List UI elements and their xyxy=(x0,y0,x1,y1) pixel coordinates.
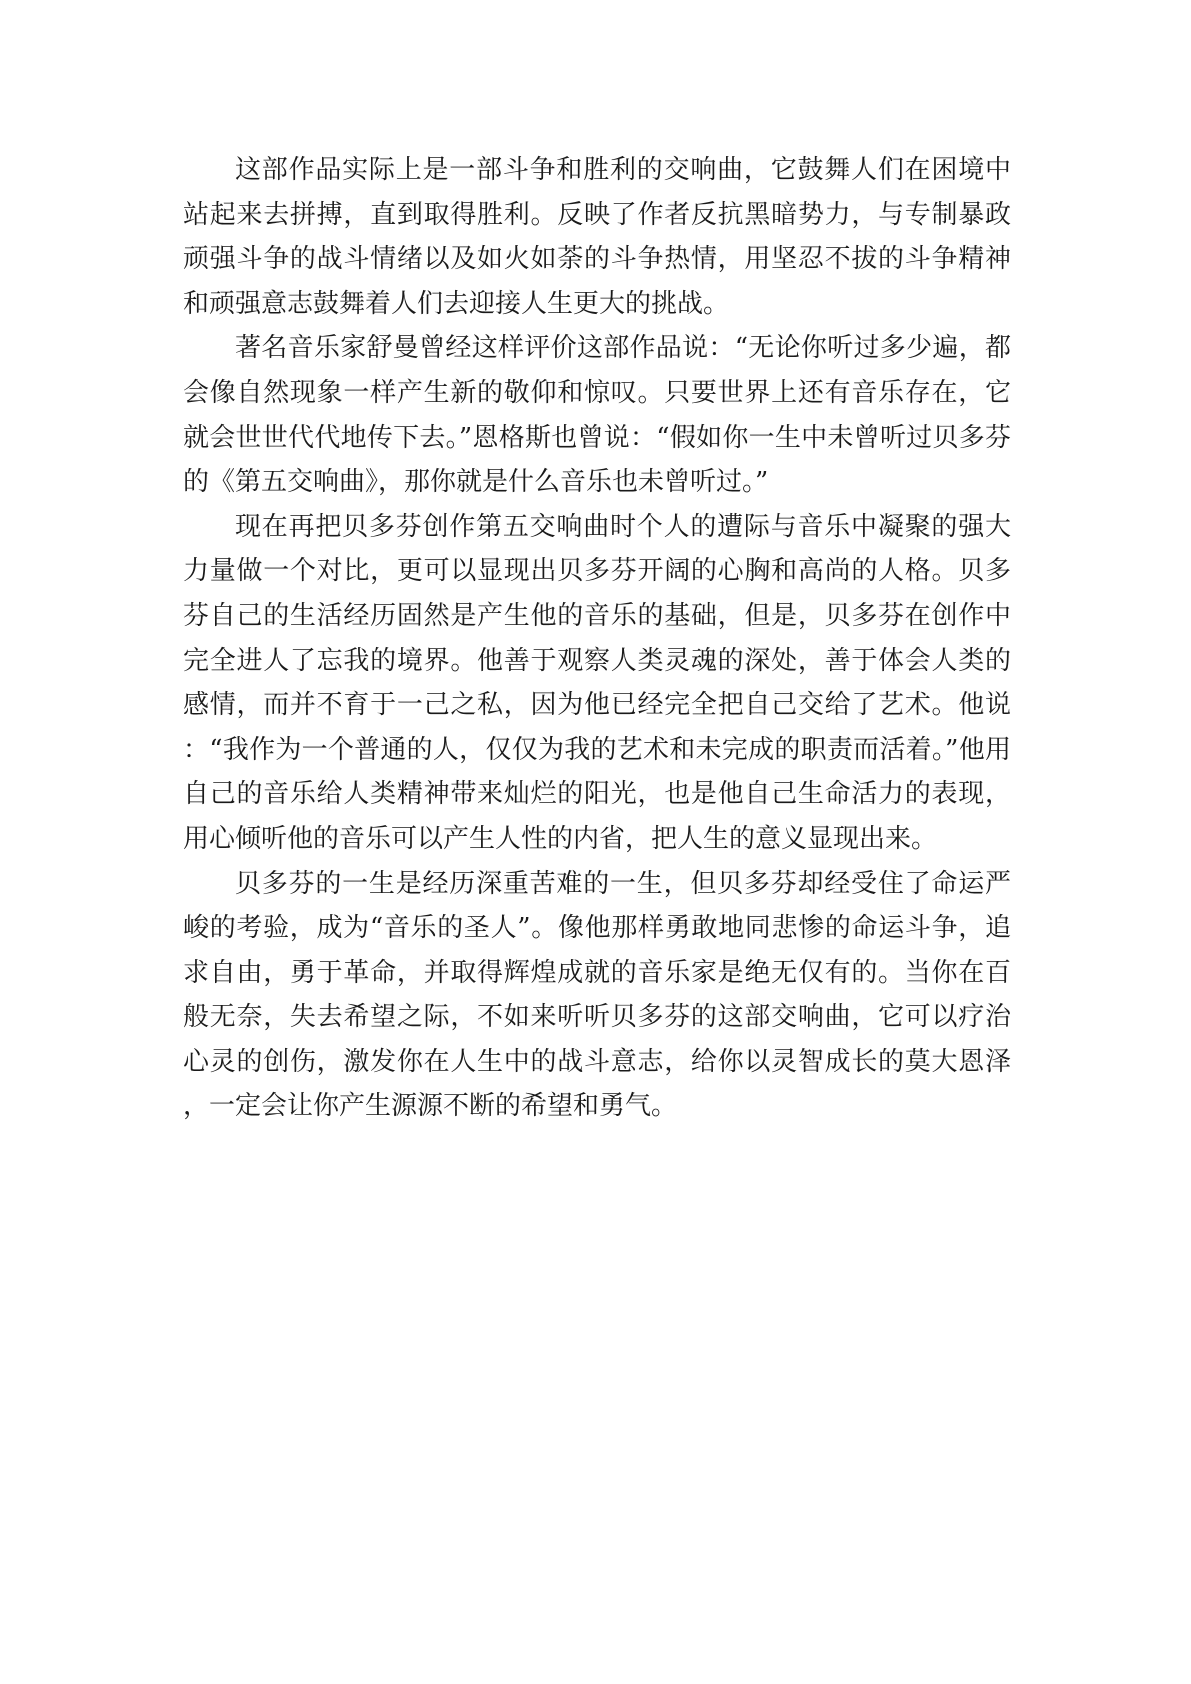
paragraph-4: 贝多芬的一生是经历深重苦难的一生，但贝多芬却经受住了命运严峻的考验，成为“音乐的圣人”。像他那样勇敢地同悲惨的命运斗争，追求自由，勇于革命，并取得辉煌成就的音乐家是绝无仅有的。当你在百般无奈，失去希望之际，不如来听听贝多芬的这部交响曲，它可以疗治心灵的创伤，激发你在人生中的战斗意志，给你以灵智成长的莫大恩泽，一定会让你产生源源不断的希望和勇气。 xyxy=(183,868,1011,1122)
paragraph-2: 著名音乐家舒曼曾经这样评价这部作品说：“无论你听过多少遍，都会像自然现象一样产生新的敬仰和惊叹。只要世界上还有音乐存在，它就会世世代代地传下去。”恩格斯也曾说：“假如你一生中未曾听过贝多芬的《第五交响曲》，那你就是什么音乐也未曾听过。” xyxy=(183,333,1011,498)
body-text xyxy=(183,148,1011,1129)
paragraph-3: 现在再把贝多芬创作第五交响曲时个人的遭际与音乐中凝聚的强大力量做一个对比，更可以显现出贝多芬开阔的心胸和高尚的人格。贝多芬自己的生活经历固然是产生他的音乐的基础，但是，贝多芬在创作中完全进人了忘我的境界。他善于观察人类灵魂的深处，善于体会人类的感情，而并不育于一己之私，因为他已经完全把自己交给了艺术。他说：“我作为一个普通的人，仅仅为我的艺术和未完成的职责而活着。”他用自己的音乐给人类精神带来灿烂的阳光，也是他自己生命活力的表现，用心倾听他的音乐可以产生人性的内省，把人生的意义显现出来。 xyxy=(183,511,1011,854)
paragraph-1: 这部作品实际上是一部斗争和胜利的交响曲，它鼓舞人们在困境中站起来去拼搏，直到取得胜利。反映了作者反抗黑暗势力，与专制暴政顽强斗争的战斗情绪以及如火如荼的斗争热情，用坚忍不拔的斗争精神和顽强意志鼓舞着人们去迎接人生更大的挑战。 xyxy=(183,155,1011,319)
